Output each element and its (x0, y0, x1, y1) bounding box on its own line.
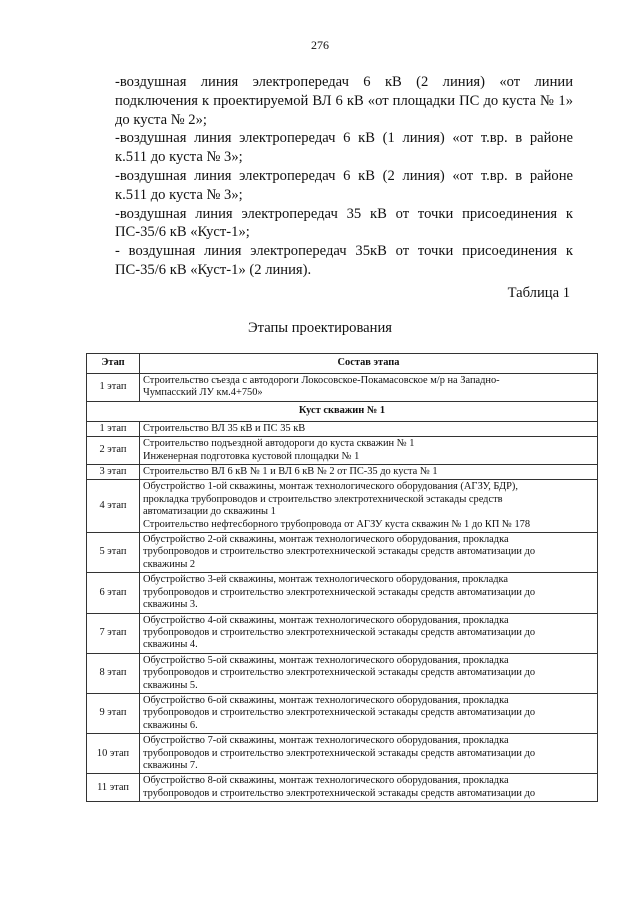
paragraph (85, 167, 573, 205)
stage-cell: 8 этап (87, 653, 140, 693)
composition-cell (140, 533, 598, 573)
paragraph-line: к.511 до куста № 3»; (115, 149, 243, 166)
composition-line: трубопроводов и строительство электротехнической эстакады средств автоматизации до (143, 667, 536, 679)
composition-line: Строительство съезда с автодороги Локосовское-Покамасовское м/р на Западно- (143, 375, 500, 386)
paragraph-line: -воздушная линия электропередач 6 кВ (2 линия) «от т.вр. в районе (115, 167, 573, 184)
composition-line: Обустройство 2-ой скважины, монтаж технологического оборудования, прокладка (143, 534, 509, 546)
composition-line: трубопроводов и строительство электротехнической эстакады средств автоматизации до (143, 626, 536, 638)
stage-cell: 6 этап (87, 573, 140, 613)
table-row (87, 734, 598, 774)
composition-line: Обустройство 6-ой скважины, монтаж технологического оборудования, прокладка (143, 694, 509, 706)
paragraph (85, 73, 573, 129)
composition-cell (140, 437, 598, 465)
table-row (87, 613, 598, 653)
composition-line: Строительство ВЛ 35 кВ и ПС 35 кВ (143, 422, 306, 434)
group-heading: Куст скважин № 1 (87, 401, 598, 421)
table-row (87, 437, 598, 465)
table-row (87, 693, 598, 733)
composition-cell (140, 465, 598, 480)
stage-cell: 4 этап (87, 480, 140, 533)
composition-line: трубопроводов и строительство электротехнической эстакады средств автоматизации до (143, 586, 536, 598)
composition-line: Строительство подъездной автодороги до куста скважин № 1 (143, 438, 415, 450)
paragraph-line: подключения к проектируемой ВЛ 6 кВ «от площадки ПС до куста № 1» (115, 92, 573, 109)
composition-cell (140, 421, 598, 436)
composition-line: скважины 7. (143, 759, 198, 771)
paragraph-line: - воздушная линия электропередач 35кВ от точки присоединения к (115, 243, 573, 260)
composition-line: трубопроводов и строительство электротехнической эстакады средств автоматизации до (143, 707, 536, 719)
composition-cell (140, 653, 598, 693)
table-row (87, 480, 598, 533)
paragraph-line: до куста № 2»; (115, 111, 207, 128)
composition-line: Чумпасский ЛУ км.4+750» (143, 387, 263, 399)
composition-cell (140, 774, 598, 802)
composition-cell (140, 734, 598, 774)
paragraph-line: ПС-35/6 кВ «Куст-1»; (115, 224, 250, 241)
paragraph-line: -воздушная линия электропередач 6 кВ (2 линия) «от линии (115, 74, 573, 90)
composition-line: скважины 4. (143, 639, 198, 651)
column-header-composition: Состав этапа (140, 354, 598, 374)
composition-cell (140, 573, 598, 613)
stage-cell: 9 этап (87, 693, 140, 733)
paragraph-line: -воздушная линия электропередач 6 кВ (1 линия) «от т.вр. в районе (115, 130, 573, 147)
stage-cell: 2 этап (87, 437, 140, 465)
stage-cell: 1 этап (87, 421, 140, 436)
composition-line: Строительство ВЛ 6 кВ № 1 и ВЛ 6 кВ № 2 от ПС-35 до куста № 1 (143, 466, 438, 478)
composition-line: Обустройство 8-ой скважины, монтаж технологического оборудования, прокладка (143, 775, 509, 787)
table-row (87, 653, 598, 693)
table-row (87, 573, 598, 613)
composition-cell (140, 693, 598, 733)
composition-cell (140, 480, 598, 533)
paragraph-line: -воздушная линия электропередач 35 кВ от точки присоединения к (115, 205, 573, 222)
table-row (87, 774, 598, 802)
composition-line: трубопроводов и строительство электротехнической эстакады средств автоматизации до (143, 787, 536, 799)
stage-cell: 1 этап (87, 374, 140, 402)
table-row (87, 421, 598, 436)
table-title: Этапы проектирования (248, 320, 392, 336)
table-body (87, 374, 598, 802)
stage-cell: 11 этап (87, 774, 140, 802)
paragraph (85, 205, 573, 243)
page-number: 276 (311, 38, 329, 52)
composition-line: Строительство нефтесборного трубопровода от АГЗУ куста скважин № 1 до КП № 178 (143, 518, 531, 530)
composition-line: Обустройство 7-ой скважины, монтаж технологического оборудования, прокладка (143, 735, 509, 747)
composition-line: Обустройство 4-ой скважины, монтаж технологического оборудования, прокладка (143, 614, 509, 626)
column-header-stage: Этап (87, 354, 140, 374)
composition-line: прокладка трубопроводов и строительство электротехнической эстакады средств (143, 493, 503, 505)
composition-line: трубопроводов и строительство электротехнической эстакады средств автоматизации до (143, 546, 536, 558)
composition-line: Инженерная подготовка кустовой площадки № 1 (143, 450, 360, 462)
composition-line: скважины 2 (143, 558, 196, 570)
composition-line: Обустройство 3-ей скважины, монтаж технологического оборудования, прокладка (143, 574, 509, 586)
composition-line: скважины 5. (143, 679, 198, 691)
stages-table (86, 353, 598, 802)
paragraph-line: ПС-35/6 кВ «Куст-1» (2 линия). (115, 261, 312, 278)
composition-line: скважины 6. (143, 719, 198, 731)
composition-line: скважины 3. (143, 599, 198, 611)
table-row (87, 374, 598, 402)
composition-cell (140, 613, 598, 653)
composition-line: автоматизации до скважины 1 (143, 506, 276, 518)
stage-cell: 3 этап (87, 465, 140, 480)
composition-line: Обустройство 5-ой скважины, монтаж технологического оборудования, прокладка (143, 654, 509, 666)
composition-line: трубопроводов и строительство электротехнической эстакады средств автоматизации до (143, 747, 536, 759)
composition-cell (140, 374, 598, 402)
table-group-row (87, 401, 598, 421)
stage-cell: 10 этап (87, 734, 140, 774)
table-row (87, 465, 598, 480)
table-row (87, 533, 598, 573)
paragraph (85, 129, 573, 167)
body-text (85, 73, 573, 280)
paragraph (85, 242, 573, 280)
table-header-row (87, 354, 598, 374)
composition-line: Обустройство 1-ой скважины, монтаж технологического оборудования (АГЗУ, БДР), (143, 481, 518, 493)
stage-cell: 7 этап (87, 613, 140, 653)
paragraph-line: к.511 до куста № 3»; (115, 186, 243, 203)
stage-cell: 5 этап (87, 533, 140, 573)
table-label: Таблица 1 (507, 285, 570, 301)
